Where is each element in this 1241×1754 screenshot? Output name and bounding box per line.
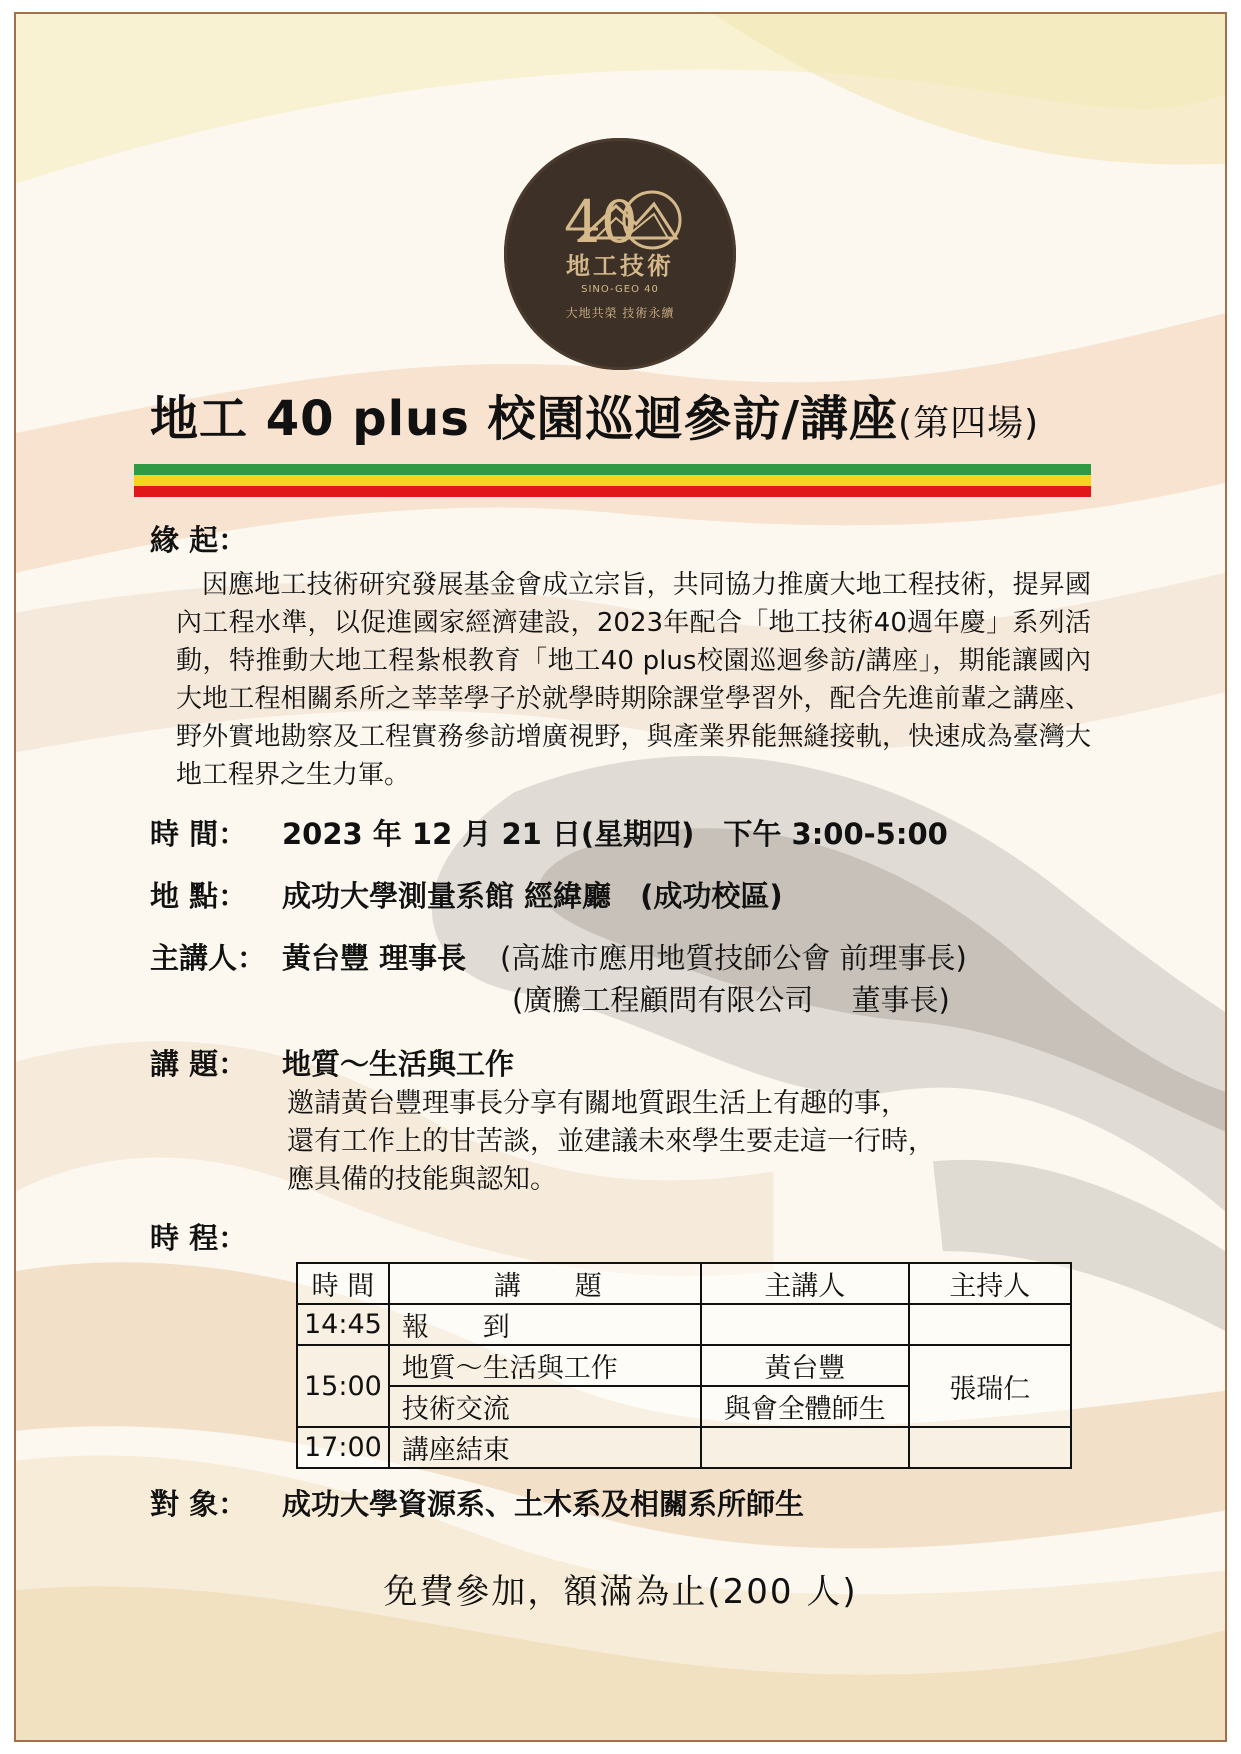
row-host: 張瑞仁 — [909, 1345, 1071, 1427]
schedule-table — [296, 1262, 1072, 1469]
logo-motto: 大地共榮 技術永續 — [565, 306, 675, 320]
table-header-row — [297, 1263, 1071, 1304]
speaker-label: 主講人： — [150, 941, 267, 975]
table-row — [297, 1304, 1071, 1345]
speaker-name: 黃台豐 理事長 — [282, 941, 467, 975]
logo-title: 地工技術 — [566, 251, 674, 280]
audience-label: 對 象： — [150, 1487, 248, 1521]
venue-label: 地 點： — [150, 879, 248, 913]
topic-value: 地質～生活與工作 — [282, 1047, 515, 1081]
row-topic: 地質～生活與工作 — [389, 1345, 701, 1386]
header-speaker: 主講人 — [701, 1263, 909, 1304]
footer-note: 免費參加，額滿為止(200 人) — [383, 1572, 858, 1612]
row-topic: 講座結束 — [389, 1427, 701, 1468]
logo-number: 40 — [564, 188, 638, 256]
topic-desc-line: 還有工作上的甘苦談，並建議未來學生要走這一行時， — [287, 1126, 935, 1157]
logo-badge — [504, 138, 736, 370]
header-host: 主持人 — [909, 1263, 1071, 1304]
row-topic: 報 到 — [389, 1304, 701, 1345]
topic-desc-line: 應具備的技能與認知。 — [287, 1164, 557, 1195]
row-speaker: 黃台豐 — [701, 1345, 909, 1386]
topic-label: 講 題： — [150, 1047, 248, 1081]
audience-value: 成功大學資源系、土木系及相關系所師生 — [282, 1487, 805, 1521]
row-host — [909, 1427, 1071, 1468]
row-topic: 技術交流 — [389, 1386, 701, 1427]
table-row — [297, 1345, 1071, 1386]
speaker-title-1: (高雄市應用地質技師公會 前理事長) — [500, 941, 967, 975]
time-value: 2023 年 12 月 21 日(星期四) 下午 3:00-5:00 — [282, 817, 948, 851]
row-speaker — [701, 1427, 909, 1468]
time-label: 時 間： — [150, 817, 248, 851]
origin-paragraph: 因應地工技術研究發展基金會成立宗旨，共同協力推廣大地工程技術，提昇國內工程水準，以促進國家經濟建設，2023年配合「地工技術40週年慶」系列活動，特推動大地工程紮根教育「地工40 plus校園巡迴參訪/講座」，期能讓國內大地工程相關系所之莘莘學子於就學時期除課堂學習外，配合先進前輩之講座、野外實地勘察及工程實務參訪增廣視野，與產業界能無縫接軌，快速成為臺灣大地工程界之生力軍。 — [176, 570, 1091, 790]
row-time: 17:00 — [297, 1427, 389, 1468]
color-stripes — [134, 464, 1091, 497]
row-time: 14:45 — [297, 1304, 389, 1345]
speaker-title-2: (廣騰工程顧問有限公司 董事長) — [512, 983, 950, 1017]
row-host — [909, 1304, 1071, 1345]
origin-label: 緣 起： — [150, 523, 248, 557]
table-row — [297, 1427, 1071, 1468]
stripe-yellow — [134, 475, 1091, 486]
stripe-red — [134, 486, 1091, 497]
title-suffix: (第四場) — [898, 403, 1040, 444]
header-topic: 講 題 — [389, 1263, 701, 1304]
header-time: 時 間 — [297, 1263, 389, 1304]
schedule-label: 時 程： — [150, 1221, 248, 1255]
topic-desc-line: 邀請黃台豐理事長分享有關地質跟生活上有趣的事， — [287, 1088, 908, 1119]
logo-subtitle: SINO-GEO 40 — [581, 284, 659, 295]
row-speaker — [701, 1304, 909, 1345]
row-time: 15:00 — [297, 1345, 389, 1427]
stripe-green — [134, 464, 1091, 475]
title-main: 地工 40 plus 校園巡迴參訪/講座 — [150, 391, 899, 447]
row-speaker: 與會全體師生 — [701, 1386, 909, 1427]
topic-description — [287, 1085, 1067, 1199]
venue-value: 成功大學測量系館 經緯廳 (成功校區) — [282, 879, 783, 913]
page-title — [150, 380, 1110, 449]
